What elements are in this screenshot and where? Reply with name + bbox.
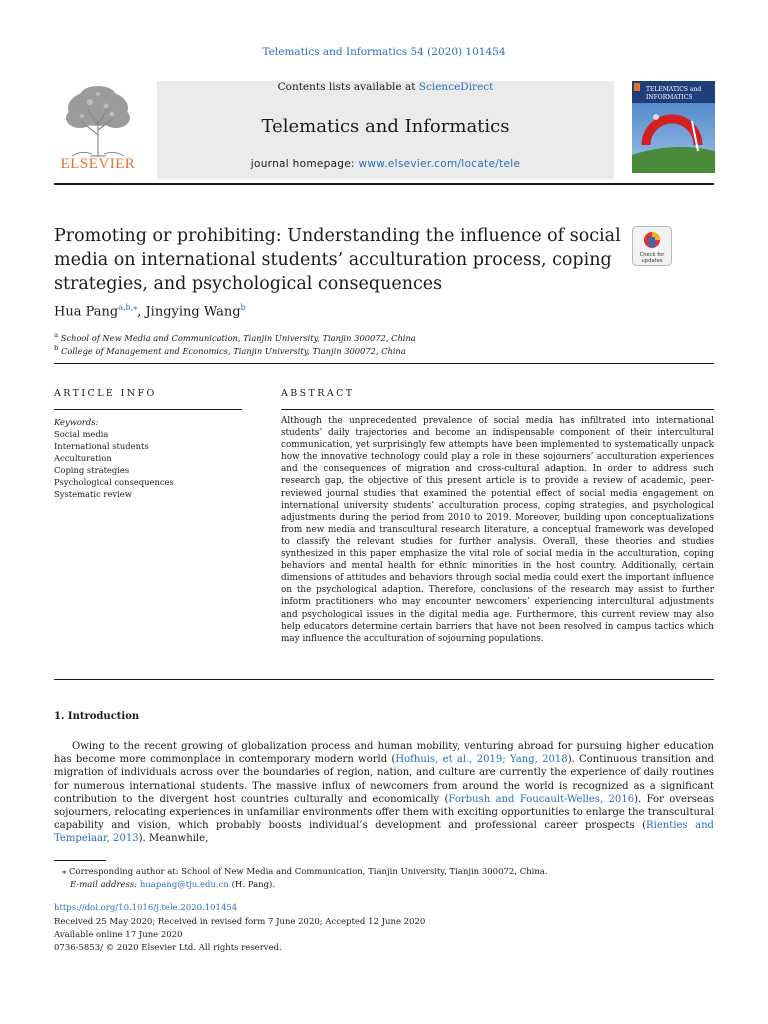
introduction-heading: 1. Introduction	[54, 711, 140, 722]
email-label: E-mail address:	[70, 880, 138, 890]
keyword-item: International students	[54, 441, 149, 451]
contents-line	[157, 81, 614, 93]
affiliation-text: School of New Media and Communication, Tianjin University, Tianjin 300072, China	[60, 332, 416, 343]
intro-text: Owing to the recent growing of globalization process and human mobility, venturing abroad for pursuing higher education has become more commonplace in contemporary modern world (	[54, 741, 714, 766]
doi-text[interactable]: https://doi.org/10.1016/j.tele.2020.101454	[54, 903, 238, 913]
keyword-item: Systematic review	[54, 489, 132, 499]
crossmark-line1: Check for	[639, 252, 665, 258]
keywords-block	[54, 416, 174, 500]
homepage-prefix: journal homepage:	[250, 158, 359, 170]
contents-prefix: Contents lists available at	[277, 81, 419, 93]
affiliation-marker: b	[54, 344, 59, 352]
cover-title-line2: INFORMATICS	[646, 94, 693, 101]
affiliation-a	[54, 331, 416, 343]
affiliation-text: College of Management and Economics, Tianjin University, Tianjin 300072, China	[61, 345, 406, 356]
article-info-heading: ARTICLE INFO	[54, 388, 157, 399]
author-name: Hua Pang	[54, 304, 119, 320]
section-rule	[54, 363, 714, 364]
affiliation-b	[54, 344, 406, 356]
copyright-line: 0736-5853/ © 2020 Elsevier Ltd. All rights reserved.	[54, 943, 282, 953]
section-rule	[54, 679, 714, 680]
sciencedirect-link[interactable]: ScienceDirect	[418, 81, 494, 93]
footnote-marker: ⁎	[62, 867, 67, 877]
corresponding-author-note	[62, 867, 548, 877]
author-separator: ,	[137, 304, 146, 320]
publisher-wordmark: ELSEVIER	[60, 156, 136, 172]
header-rule	[54, 183, 714, 185]
intro-text: ). Continuous transition and migration of individuals across over the boundaries of region, nation, and culture are currently the experience of daily routines for numerous international students. The massive influx of newcomers from around the world is recognized as a significant contribution to the divergent host countries culturally and economically (	[54, 754, 714, 805]
author-list	[54, 303, 246, 319]
footnote-rule	[54, 860, 106, 861]
abstract-text: Although the unprecedented prevalence of social media has infiltrated into international students’ daily trajectories and become an indispensable component of their intercultural communication, yet surprisingly few attempts have been implemented to systematically unpack how the innovative technology could play a role in these sojourners’ acculturation experiences and the consequences of migration and cross-cultural adaption. In order to address such research gap, the objective of this present article is to provide a review of academic, peer-reviewed journal studies that examined the potential effect of social media engagement on international university students’ acculturation process, coping strategies, and psychological adjustments during the period from 2010 to 2019. Moreover, building upon conceptualizations from new media and transcultural research literature, a conceptual framework was developed to classify the relevant studies for further analysis. Overall, these theories and studies synthesized in this paper emphasize the vital role of social media in the acculturation, coping behaviors and mental health for ethnic minorities in the host country. Additionally, certain dimensions of attitudes and behaviors through social media could exert the important influence on the psychological adaption. Therefore, conclusions of the research may assist to further inform practitioners who may encounter newcomers’ experiencing intercultural adjustments and psychological issues in the digital media age. Furthermore, this current review may also help educators determine certain barriers that have not been resolved in campus tactics which may influence the acculturation of sojourning populations.	[281, 416, 714, 644]
email-suffix: (H. Pang).	[228, 880, 276, 890]
available-online: Available online 17 June 2020	[54, 930, 183, 940]
introduction-paragraph	[54, 740, 714, 846]
check-for-updates-button[interactable]	[632, 226, 672, 266]
intro-text: ). Meanwhile,	[138, 833, 209, 845]
abstract-rule	[281, 409, 714, 410]
email-link[interactable]: huapang@tju.edu.cn	[139, 880, 229, 890]
crossmark-line2: updates	[641, 258, 663, 264]
citation-link[interactable]: Rienties and Tempelaar, 2013	[54, 820, 714, 845]
keyword-item: Acculturation	[54, 453, 112, 463]
homepage-link[interactable]: www.elsevier.com/locate/tele	[358, 158, 521, 170]
keyword-item: Psychological consequences	[54, 477, 174, 487]
journal-cover-image	[632, 81, 715, 173]
author-affiliation-marker[interactable]: a,b,	[118, 303, 134, 312]
intro-text: ). For overseas sojourners, relocating experiences in unfamiliar environments offer them with exciting opportunities to enlarge the transcultural capability and vision, which probably boosts individual’s development and professional career prospects (	[54, 793, 714, 832]
article-title: Promoting or prohibiting: Understanding the influence of social media on international students’ acculturation process, coping strategies, and psychological consequences	[54, 226, 621, 294]
corresponding-author-marker[interactable]: ⁎	[133, 303, 138, 312]
cover-title-line1: TELEMATICS and	[646, 86, 702, 93]
footnote-text: Corresponding author at: School of New Media and Communication, Tianjin University, Tianjin 300072, China.	[66, 867, 548, 877]
article-info-rule	[54, 409, 242, 410]
journal-title: Telematics and Informatics	[261, 116, 510, 137]
citation-link[interactable]: Hofhuis, et al., 2019; Yang, 2018	[395, 754, 568, 766]
received-dates: Received 25 May 2020; Received in revised form 7 June 2020; Accepted 12 June 2020	[54, 917, 426, 927]
citation-link[interactable]: Forbush and Foucault-Welles, 2016	[448, 793, 635, 805]
author-name: Jingying Wang	[145, 304, 241, 320]
keyword-item: Coping strategies	[54, 465, 130, 475]
journal-reference-link[interactable]: Telematics and Informatics 54 (2020) 101454	[262, 46, 506, 58]
homepage-line	[157, 158, 614, 170]
email-note	[70, 880, 275, 890]
author-affiliation-marker[interactable]: b	[240, 303, 246, 312]
affiliation-marker: a	[54, 331, 59, 339]
abstract-heading: ABSTRACT	[281, 388, 355, 399]
doi-link[interactable]	[54, 902, 237, 914]
keyword-item: Social media	[54, 429, 109, 439]
keywords-label: Keywords:	[54, 417, 99, 427]
